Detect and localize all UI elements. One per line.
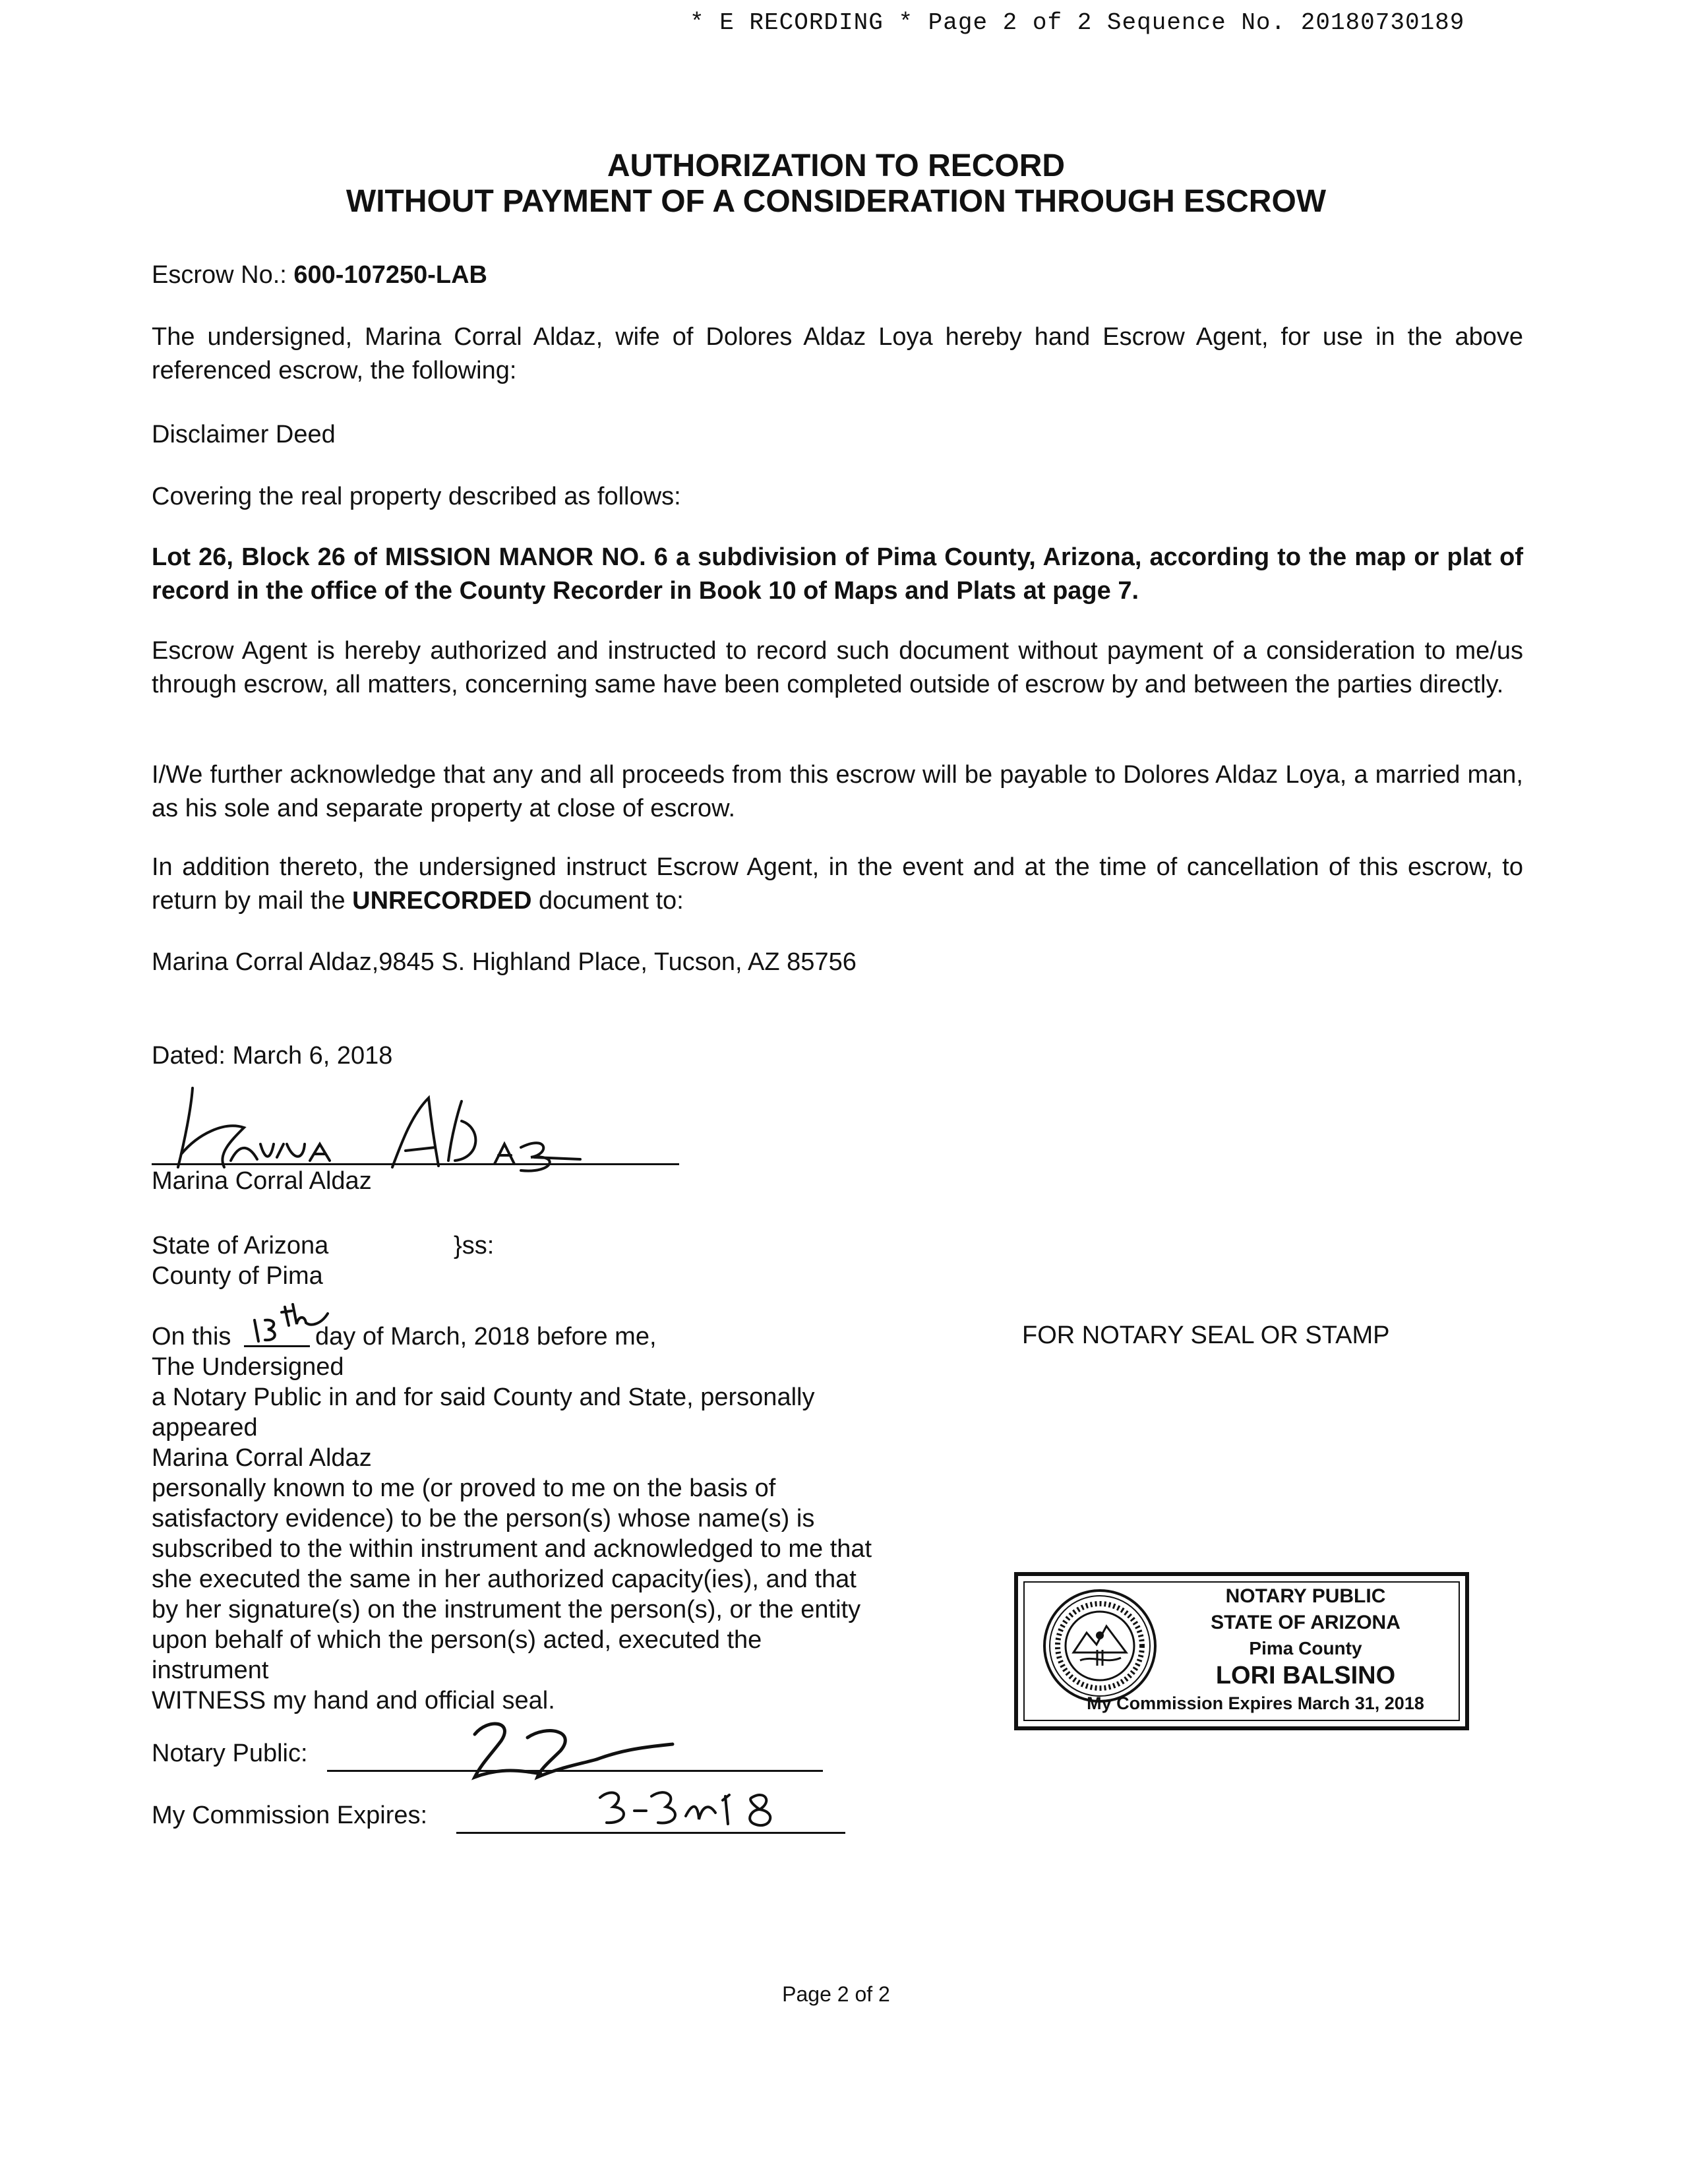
cancellation-text-start: In addition thereto, the undersigned instruct Escrow Agent, in the event and at the time of cancellation of this escrow, to return by mail the <box>152 853 1523 915</box>
ss-mark: }ss: <box>454 1232 495 1259</box>
covering-text: Covering the real property described as follows: <box>152 483 681 510</box>
cancellation-paragraph <box>152 851 1523 918</box>
document-title-line-2: WITHOUT PAYMENT OF A CONSIDERATION THROUGH ESCROW <box>346 184 1327 219</box>
on-this-label: On this <box>152 1323 231 1350</box>
state-label: State of Arizona <box>152 1232 329 1259</box>
notary-text-line-2: a Notary Public in and for said County and State, personally <box>152 1383 815 1411</box>
dated-line: Dated: March 6, 2018 <box>152 1042 393 1070</box>
notary-public-label: Notary Public: <box>152 1740 308 1767</box>
notary-text-line-5: personally known to me (or proved to me on the basis of <box>152 1474 776 1502</box>
recording-header: * E RECORDING * Page 2 of 2 Sequence No. 20180730189 <box>690 9 1465 36</box>
escrow-number: 600-107250-LAB <box>293 261 487 289</box>
notary-text-line-11: instrument <box>152 1656 269 1684</box>
notary-text-line-9: by her signature(s) on the instrument the person(s), or the entity <box>152 1596 861 1623</box>
notary-text-line-3: appeared <box>152 1414 258 1441</box>
day-of-line: day of March, 2018 before me, <box>315 1323 657 1350</box>
escrow-label: Escrow No.: <box>152 261 287 289</box>
stamp-notary-public: NOTARY PUBLIC <box>1225 1585 1386 1607</box>
notary-seal-label: FOR NOTARY SEAL OR STAMP <box>1022 1321 1390 1349</box>
notary-signature <box>462 1714 699 1787</box>
document-type: Disclaimer Deed <box>152 421 336 448</box>
acknowledgement-paragraph: I/We further acknowledge that any and all proceeds from this escrow will be payable to Dolores Aldaz Loya, a married man, as his sole and separate property at close of escrow. <box>152 761 1523 822</box>
notary-text-line-8: she executed the same in her authorized capacity(ies), and that <box>152 1565 857 1593</box>
page-number: Page 2 of 2 <box>782 1982 890 2006</box>
notary-text-line-10: upon behalf of which the person(s) acted, executed the <box>152 1626 762 1654</box>
stamp-commission-expires: My Commission Expires March 31, 2018 <box>1087 1693 1424 1713</box>
notary-text-line-1: The Undersigned <box>152 1353 344 1381</box>
escrow-number-row <box>152 258 1523 292</box>
authorization-paragraph: Escrow Agent is hereby authorized and instructed to record such document without payment of a consideration to me/us through escrow, all matters, concerning same have been completed outside of escrow by and between the parties directly. <box>152 637 1523 698</box>
return-address: Marina Corral Aldaz,9845 S. Highland Place, Tucson, AZ 85756 <box>152 948 857 976</box>
handwritten-commission-date <box>593 1783 811 1836</box>
cancellation-text-end: document to: <box>531 887 684 915</box>
notary-text-line-7: subscribed to the within instrument and acknowledged to me that <box>152 1535 872 1563</box>
county-label: County of Pima <box>152 1262 323 1290</box>
stamp-county: Pima County <box>1249 1638 1362 1658</box>
legal-description: Lot 26, Block 26 of MISSION MANOR NO. 6 a subdivision of Pima County, Arizona, according to the map or plat of record in the office of the County Recorder in Book 10 of Maps and Plats at page 7. <box>152 543 1523 605</box>
signer-name: Marina Corral Aldaz <box>152 1167 372 1195</box>
stamp-notary-name: LORI BALSINO <box>1215 1662 1396 1689</box>
state-seal-icon <box>1040 1587 1159 1705</box>
notary-text-line-12: WITNESS my hand and official seal. <box>152 1687 555 1714</box>
notary-text-line-6: satisfactory evidence) to be the person(s) whose name(s) is <box>152 1505 815 1532</box>
notary-text-line-4: Marina Corral Aldaz <box>152 1444 372 1472</box>
intro-paragraph: The undersigned, Marina Corral Aldaz, wife of Dolores Aldaz Loya hereby hand Escrow Agent, for use in the above referenced escrow, the following: <box>152 323 1523 384</box>
unrecorded-emphasis: UNRECORDED <box>352 887 532 915</box>
stamp-state: STATE OF ARIZONA <box>1211 1612 1401 1633</box>
commission-expires-label: My Commission Expires: <box>152 1802 428 1829</box>
document-title-line-1: AUTHORIZATION TO RECORD <box>607 148 1066 183</box>
